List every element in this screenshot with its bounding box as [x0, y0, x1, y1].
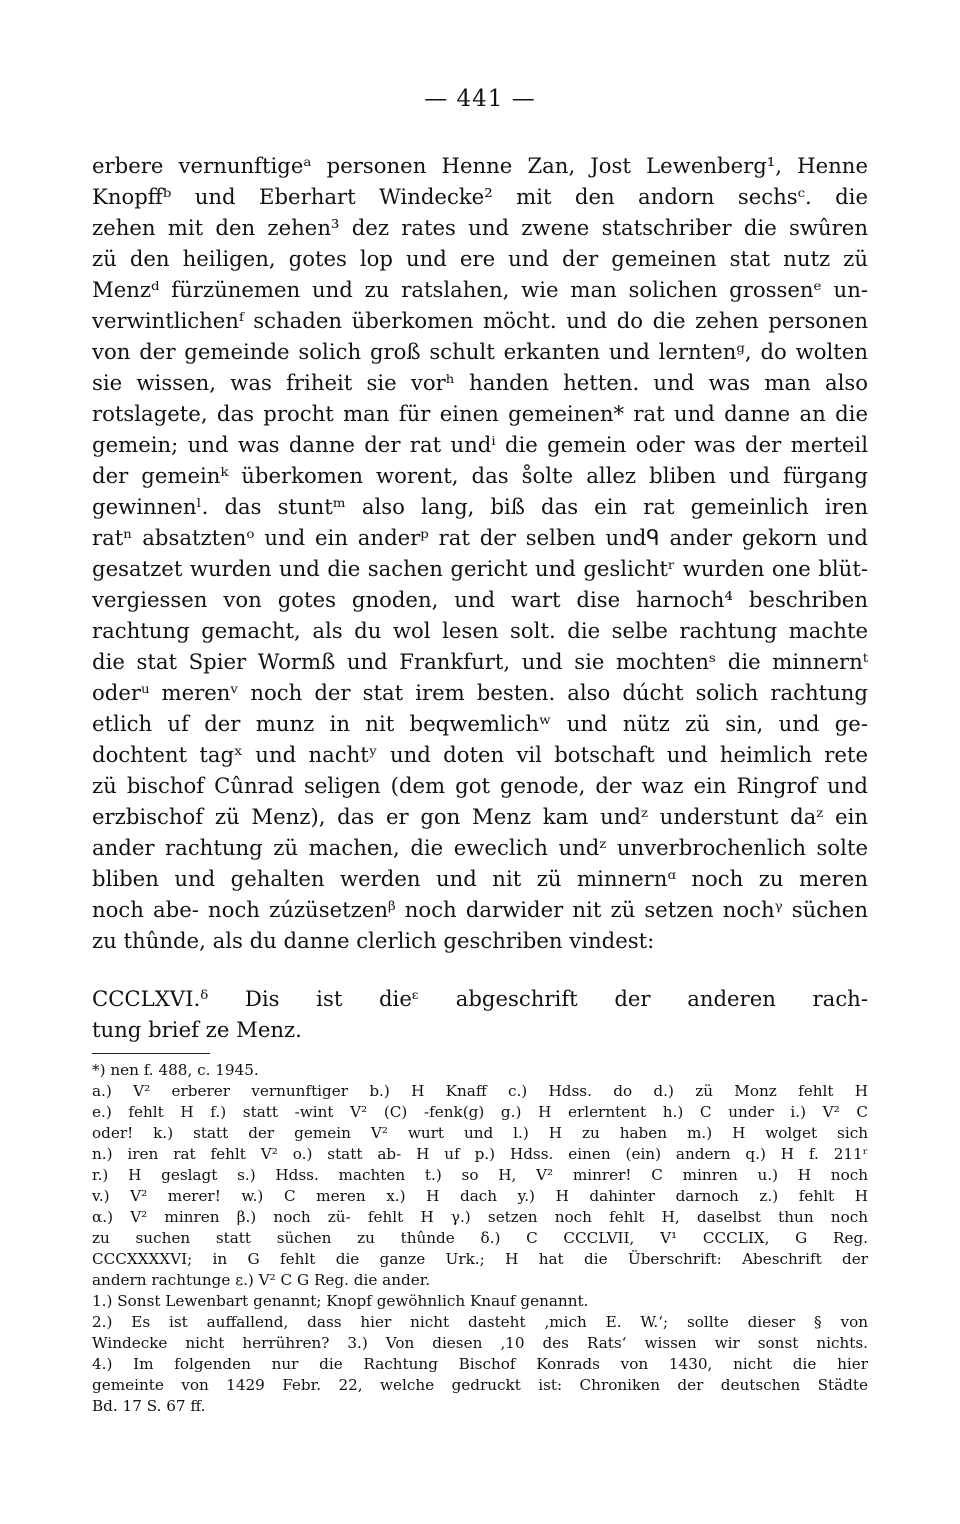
text-line: rachtung gemacht, als du wol lesen solt. die selbe rachtung machte: [92, 618, 868, 643]
footnote-line: Bd. 17 S. 67 ff.: [92, 1397, 206, 1415]
footnotes: [92, 1060, 868, 1417]
text-line: erzbischof zü Menz), das er gon Menz kam undᶻ understunt daᶻ ein: [92, 804, 868, 829]
text-line: zu thûnde, als du danne clerlich geschriben vindest:: [92, 928, 655, 953]
footnote-line: andern rachtunge ε.) V² C G Reg. die ander.: [92, 1271, 431, 1289]
footnote-line: zu suchen statt süchen zu thûnde δ.) C CCCLVII, V¹ CCCLIX, G Reg.: [92, 1229, 868, 1247]
footnote-divider: [92, 1053, 210, 1054]
footnote-line: 1.) Sonst Lewenbart genannt; Knopf gewöhnlich Knauf genannt.: [92, 1292, 589, 1310]
footnote-line: 2.) Es ist auffallend, dass hier nicht dasteht ‚mich E. W.‘; sollte dieser § von: [92, 1313, 868, 1331]
text-line: erbere vernunftigeᵃ personen Henne Zan, Jost Lewenberg¹, Henne: [92, 153, 868, 178]
text-line: von der gemeinde solich groß schult erkanten und lerntenᵍ, do wolten: [92, 339, 868, 364]
text-line: gesatzet wurden und die sachen gericht und geslichtʳ wurden one blüt-: [92, 556, 868, 581]
text-line: gewinnenˡ. das stuntᵐ also lang, biß das ein rat gemeinlich iren: [92, 494, 868, 519]
main-text: [92, 150, 868, 956]
text-line: zü bischof Cûnrad seligen (dem got genode, der waz ein Ringrof und: [92, 773, 868, 798]
text-line: etlich uf der munz in nit beqwemlichʷ und nütz zü sin, und ge-: [92, 711, 868, 736]
text-line: oderᵘ merenᵛ noch der stat irem besten. also dúcht solich rachtung: [92, 680, 868, 705]
footnote-line: Windecke nicht herrühren? 3.) Von diesen ‚10 des Rats‘ wissen wir sonst nichts.: [92, 1334, 868, 1352]
text-line: gemein; und was danne der rat undⁱ die gemein oder was der merteil: [92, 432, 868, 457]
text-line: Knopffᵇ und Eberhart Windecke² mit den andorn sechsᶜ. die: [92, 184, 868, 209]
text-line: die stat Spier Wormß und Frankfurt, und sie mochtenˢ die minnernᵗ: [92, 649, 868, 674]
heading-line: CCCLXVI.ᵟ Dis ist dieᵋ abgeschrift der anderen rach-: [92, 986, 868, 1011]
footnote-line: α.) V² minren β.) noch zü- fehlt H γ.) setzen noch fehlt H, daselbst thun noch: [92, 1208, 868, 1226]
text-line: verwintlichenᶠ schaden überkomen möcht. und do die zehen personen: [92, 308, 868, 333]
text-line: ander rachtung zü machen, die eweclich undᶻ unverbrochenlich solte: [92, 835, 868, 860]
text-line: noch abe- noch zúzüsetzenᵝ noch darwider nit zü setzen nochᵞ süchen: [92, 897, 868, 922]
footnote-line: CCCXXXXVI; in G fehlt die ganze Urk.; H hat die Überschrift: Abeschrift der: [92, 1250, 868, 1268]
text-line: sie wissen, was friheit sie vorʰ handen hetten. und was man also: [92, 370, 868, 395]
footnote-line: e.) fehlt H f.) statt -wint V² (C) -fenk(g) g.) H erlerntent h.) C under i.) V² C: [92, 1103, 868, 1121]
text-line: zehen mit den zehen³ dez rates und zwene statschriber die swûren: [92, 215, 868, 240]
text-line: rotslagete, das procht man für einen gemeinen* rat und danne an die: [92, 401, 868, 426]
text-line: bliben und gehalten werden und nit zü minnernᵅ noch zu meren: [92, 866, 868, 891]
text-line: vergiessen von gotes gnoden, und wart dise harnoch⁴ beschriben: [92, 587, 868, 612]
footnote-line: a.) V² erberer vernunftiger b.) H Knaff c.) Hdss. do d.) zü Monz fehlt H: [92, 1082, 868, 1100]
footnote-line: r.) H geslagt s.) Hdss. machten t.) so H, V² minrer! C minren u.) H noch: [92, 1166, 868, 1184]
text-line: dochtent tagˣ und nachtʸ und doten vil botschaft und heimlich rete: [92, 742, 868, 767]
section-heading: [92, 983, 868, 1045]
text-line: zü den heiligen, gotes lop und ere und der gemeinen stat nutz zü: [92, 246, 868, 271]
footnote-line: *) nen f. 488, c. 1945.: [92, 1061, 259, 1079]
text-line: Menzᵈ fürzünemen und zu ratslahen, wie man solichen grossenᵉ un-: [92, 277, 868, 302]
text-line: ratⁿ absatztenᵒ und ein anderᵖ rat der selben undᑫ ander gekorn und: [92, 525, 868, 550]
text-line: der gemeinᵏ überkomen worent, das s̊olte allez bliben und fürgang: [92, 463, 868, 488]
footnote-line: v.) V² merer! w.) C meren x.) H dach y.) H dahinter darnoch z.) fehlt H: [92, 1187, 868, 1205]
footnote-line: 4.) Im folgenden nur die Rachtung Bischof Konrads von 1430, nicht die hier: [92, 1355, 868, 1373]
footnote-line: n.) iren rat fehlt V² o.) statt ab- H uf p.) Hdss. einen (ein) andern q.) H f. 211ʳ: [92, 1145, 868, 1163]
footnote-line: gemeinte von 1429 Febr. 22, welche gedruckt ist: Chroniken der deutschen Städte: [92, 1376, 868, 1394]
footnote-line: oder! k.) statt der gemein V² wurt und l.) H zu haben m.) H wolget sich: [92, 1124, 868, 1142]
heading-line: tung brief ze Menz.: [92, 1017, 302, 1042]
page-number: — 441 —: [424, 86, 536, 112]
